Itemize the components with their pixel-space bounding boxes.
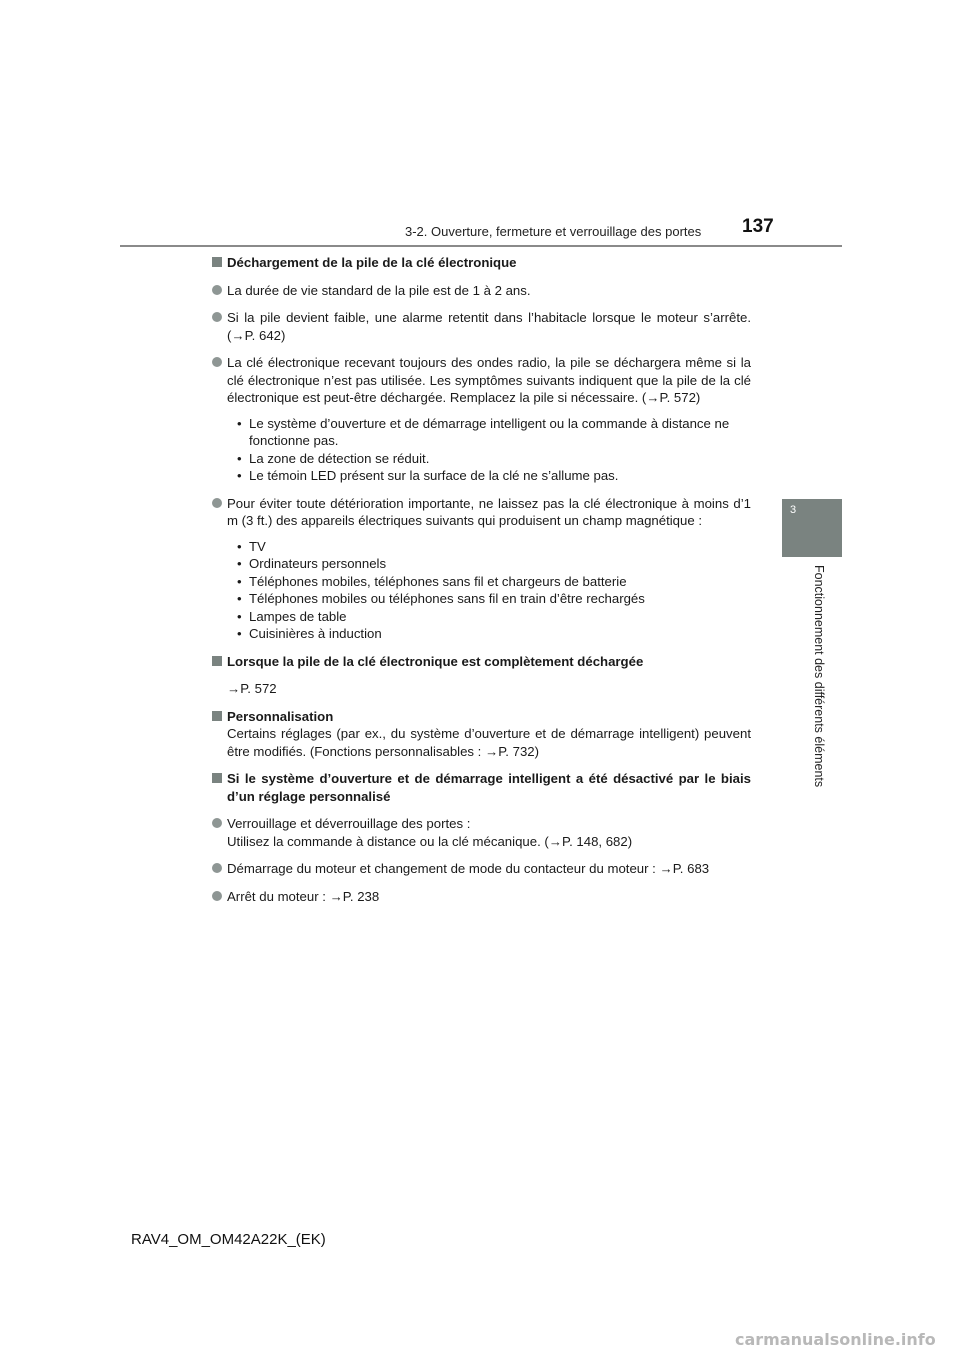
device-item: • TV — [237, 538, 751, 556]
list-item-text: Pour éviter toute détérioration importante, ne laissez pas la clé électronique à moins d’1 m (3 ft.) des appareils électriques suivants qui produisent un champ magnétique : — [227, 495, 751, 528]
list-item-text: Si la pile devient faible, une alarme retentit dans l’habitacle lorsque le moteur s’arrête. (→P. 642) — [227, 310, 751, 343]
section-title: Si le système d’ouverture et de démarrage intelligent a été désactivé par le biais d’un réglage personnalisé — [227, 771, 751, 804]
round-bullet-icon — [212, 863, 222, 873]
list-item — [211, 860, 751, 878]
section-text: →P. 572 — [227, 681, 277, 696]
page-number: 137 — [742, 216, 774, 237]
list-item — [211, 282, 751, 300]
list-item-text: Utilisez la commande à distance ou la clé mécanique. (→P. 148, 682) — [227, 833, 633, 849]
list-item-text: Démarrage du moteur et changement de mode du contacteur du moteur : →P. 683 — [227, 861, 710, 876]
device-item: • Téléphones mobiles ou téléphones sans fil en train d’être rechargés — [237, 590, 751, 608]
round-bullet-icon — [212, 891, 222, 901]
symptom-item: • La zone de détection se réduit. — [237, 450, 751, 468]
symptom-item: • Le système d’ouverture et de démarrage intelligent ou la commande à distance ne fonctionne pas. — [237, 415, 751, 450]
section-title: Déchargement de la pile de la clé électronique — [227, 255, 517, 270]
square-bullet-icon — [212, 711, 222, 721]
section-text: Certains réglages (par ex., du système d’ouverture et de démarrage intelligent) peuvent être modifiés. (Fonctions personnalisables : →P. 732) — [227, 726, 751, 759]
section-heading — [211, 653, 751, 671]
section-heading — [211, 254, 751, 272]
device-item: • Cuisinières à induction — [237, 625, 751, 643]
device-item: • Ordinateurs personnels — [237, 555, 751, 573]
list-item — [211, 309, 751, 344]
square-bullet-icon — [212, 773, 222, 783]
list-item-text: La clé électronique recevant toujours des ondes radio, la pile se déchargera même si la clé électronique n’est pas utilisée. Les symptômes suivants indiquent que la pile de la clé électronique est peut-être déchargée. Remplacez la pile si nécessaire. (→P. 572) — [227, 355, 751, 405]
device-item: • Téléphones mobiles, téléphones sans fil et chargeurs de batterie — [237, 573, 751, 591]
square-bullet-icon — [212, 656, 222, 666]
section-title: Personnalisation — [227, 708, 334, 724]
device-item: • Lampes de table — [237, 608, 751, 626]
list-item-text: Arrêt du moteur : →P. 238 — [227, 888, 380, 904]
round-bullet-icon — [212, 498, 222, 508]
device-list — [237, 538, 751, 643]
square-bullet-icon — [212, 257, 222, 267]
round-bullet-icon — [212, 357, 222, 367]
list-item-text: La durée de vie standard de la pile est de 1 à 2 ans. — [227, 282, 531, 298]
symptom-item: • Le témoin LED présent sur la surface de la clé ne s’allume pas. — [237, 467, 751, 485]
list-item — [211, 815, 751, 850]
round-bullet-icon — [212, 818, 222, 828]
section-header: 3-2. Ouverture, fermeture et verrouillage des portes — [405, 224, 702, 239]
section-title: Lorsque la pile de la clé électronique est complètement déchargée — [227, 653, 644, 669]
round-bullet-icon — [212, 285, 222, 295]
list-item — [211, 354, 751, 407]
list-item-text: Verrouillage et déverrouillage des portes : — [227, 816, 471, 831]
chapter-tab-number: 3 — [790, 504, 797, 516]
round-bullet-icon — [212, 312, 222, 322]
header-divider — [120, 245, 842, 247]
section-heading — [211, 770, 751, 805]
watermark: carmanualsonline.info — [735, 1330, 936, 1349]
chapter-tab-label: Fonctionnement des différents éléments — [812, 565, 826, 788]
list-item — [211, 495, 751, 530]
symptom-list — [237, 415, 751, 485]
page-content — [211, 254, 751, 915]
list-item — [211, 888, 751, 906]
document-code: RAV4_OM_OM42A22K_(EK) — [131, 1231, 326, 1248]
section-heading — [211, 708, 751, 726]
